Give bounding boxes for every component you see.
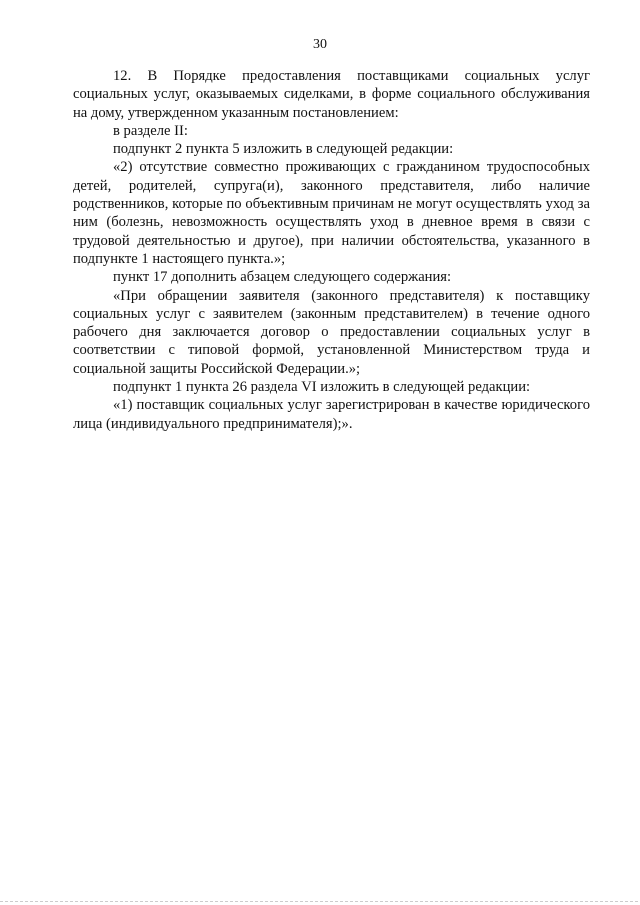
paragraph-amend-instruction: подпункт 2 пункта 5 изложить в следующей редакции: (113, 141, 454, 158)
scan-edge-divider (0, 901, 640, 902)
paragraph-quoted-text: «1) поставщик социальных услуг зарегистрирован в качестве юридического лица (индивидуального предпринимателя);». (73, 397, 590, 432)
paragraph-section-ref: в разделе II: (113, 122, 188, 139)
paragraph-amend-instruction: пункт 17 дополнить абзацем следующего содержания: (113, 269, 452, 286)
document-body (73, 67, 590, 433)
paragraph-quoted-text: «При обращении заявителя (законного представителя) к поставщику социальных услуг с заявителем (законным представителем) в течение одного рабочего дня заключается договор о предоставлении социальных услуг в соответствии с типовой формой, установленной Министерством труда и социальной защиты Российской Федерации.»; (73, 287, 590, 377)
paragraph-quoted-text: «2) отсутствие совместно проживающих с гражданином трудоспособных детей, родителей, супруга(и), законного представителя, либо наличие родственников, которые по объективным причинам не могут осуществлять уход за ним (болезнь, невозможность осуществлять уход в дневное время в связи с трудовой деятельностью и другое), при наличии обстоятельства, указанного в подпункте 1 настоящего пункта.»; (73, 159, 590, 267)
page-number: 30 (313, 37, 327, 52)
paragraph-item-12: 12. В Порядке предоставления поставщиками социальных услуг социальных услуг, оказываемых сиделками, в форме социального обслуживания на дому, утвержденном указанным постановлением: (73, 68, 590, 121)
paragraph-amend-instruction: подпункт 1 пункта 26 раздела VI изложить в следующей редакции: (113, 379, 531, 396)
